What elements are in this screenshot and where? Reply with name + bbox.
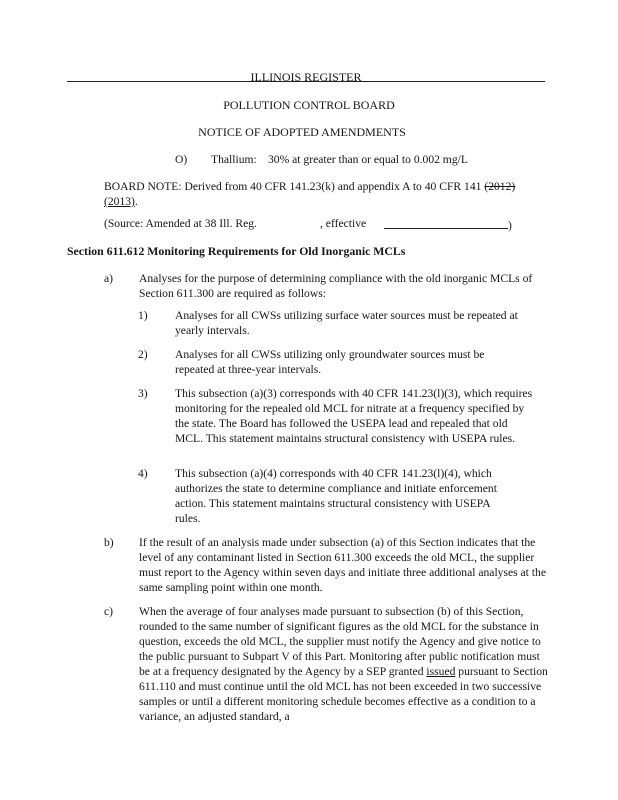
subsection-a-label: a) [104, 272, 114, 285]
item-a2-text: Analyses for all CWSs utilizing only groundwater sources must be repeated at three-year intervals. [175, 348, 485, 376]
item-a3-text: This subsection (a)(3) corresponds with 40 CFR 141.23(l)(3), which requires monitoring for the repealed old MCL for nitrate at a frequency specified by the state. The Board has followed the USEPA lead and repealed that old MCL. This statement maintains structural consistency with USEPA rules. [175, 387, 533, 445]
board-note-struck: (2012) [484, 180, 516, 193]
effective-date-blank: ) [384, 216, 512, 233]
item-a2-label: 2) [138, 348, 148, 361]
source-text: (Source: Amended at 38 Ill. Reg. [104, 217, 257, 230]
item-a1-text: Analyses for all CWSs utilizing surface water sources must be repeated at yearly intervals. [175, 309, 518, 337]
source-effective: , effective [320, 217, 367, 230]
item-o-name: Thallium: [211, 153, 257, 166]
register-title: ILLINOIS REGISTER [250, 70, 362, 84]
item-o-label: O) [175, 153, 188, 166]
board-note: BOARD NOTE: Derived from 40 CFR 141.23(k) and appendix A to 40 CFR 141 (2012) (2013). [104, 180, 516, 208]
source-line [104, 216, 257, 231]
subsection-b-text: If the result of an analysis made under subsection (a) of this Section indicates that the level of any contaminant listed in Section 611.300 exceeds the old MCL, the supplier must report to the Agency within seven days and initiate three additional analyses at the same sampling point within one month. [139, 536, 546, 594]
item-a3-label: 3) [138, 387, 148, 400]
subsection-c-text: When the average of four analyses made pursuant to subsection (b) of this Section, rounded to the same number of significant figures as the old MCL for the substance in question, exceeds the old MCL, the supplier must notify the Agency and give notice to the public pursuant to Subpart V of this Part. Monitoring after public notification must be at a frequency designated by the Agency by a SEP granted issued pursuant to Section 611.110 and must continue until the old MCL has not been exceeded in two successive samples or until a different monitoring schedule becomes effective as a condition to a variance, an adjusted standard, a [139, 605, 548, 723]
item-a4-label: 4) [138, 467, 148, 480]
issued-inserted-word: issued [426, 665, 456, 678]
subsection-c-label: c) [104, 605, 114, 618]
board-note-added: (2013) [104, 195, 135, 208]
notice-title: NOTICE OF ADOPTED AMENDMENTS [198, 125, 406, 139]
subsection-a-text: Analyses for the purpose of determining compliance with the old inorganic MCLs of Section 611.300 are required as follows: [139, 272, 533, 300]
board-note-prefix: BOARD NOTE: Derived from 40 CFR 141.23(k) and appendix A to 40 CFR 141 [104, 180, 482, 193]
item-a4-text: This subsection (a)(4) corresponds with 40 CFR 141.23(l)(4), which authorizes the state to determine compliance and initiate enforcement action. This statement maintains structural consistency with USEPA rules. [175, 467, 497, 525]
board-title: POLLUTION CONTROL BOARD [223, 98, 395, 112]
subsection-b-label: b) [104, 536, 114, 549]
section-heading: Section 611.612 Monitoring Requirements for Old Inorganic MCLs [67, 244, 406, 258]
item-a1-label: 1) [138, 309, 148, 322]
item-o-text: 30% at greater than or equal to 0.002 mg/L [268, 153, 468, 166]
